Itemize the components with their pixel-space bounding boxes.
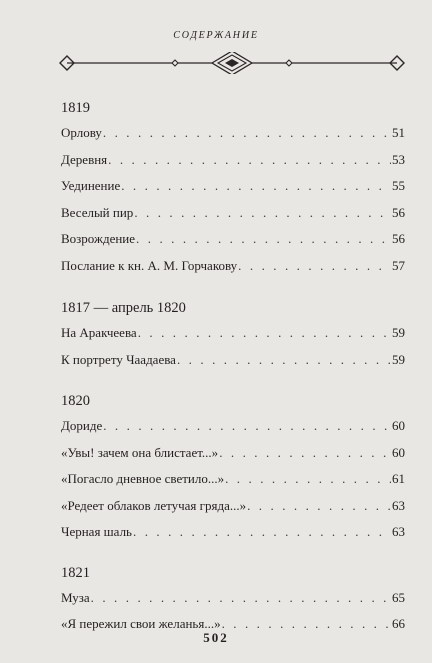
toc-section	[61, 561, 405, 638]
running-head: СОДЕРЖАНИЕ	[173, 30, 259, 41]
toc-entry	[61, 519, 405, 546]
section-year-heading: 1817 — апрель 1820	[61, 300, 186, 316]
toc-entry	[61, 147, 405, 174]
entry-title: Веселый пир	[61, 204, 134, 220]
dot-leader	[138, 320, 391, 347]
entry-page-number: 66	[392, 616, 405, 631]
toc-entry	[61, 413, 405, 440]
toc-entry	[61, 440, 405, 467]
section-year-heading: 1820	[61, 393, 90, 409]
dot-leader	[238, 253, 391, 280]
entry-page-number: 51	[392, 125, 405, 140]
dot-leader	[136, 226, 391, 253]
dot-leader	[225, 466, 391, 493]
entry-title: Уединение	[61, 178, 121, 193]
entry-title: Муза	[61, 589, 90, 605]
toc-entry	[61, 347, 405, 374]
toc-entry	[61, 200, 405, 227]
toc-entry	[61, 226, 405, 253]
table-of-contents	[61, 96, 405, 638]
entry-title: «Увы! зачем она блистает...»	[61, 444, 219, 460]
dot-leader	[134, 200, 391, 227]
entry-page-number: 56	[392, 204, 405, 220]
ornament-divider	[54, 52, 410, 74]
toc-entry	[61, 253, 405, 280]
toc-section	[61, 389, 405, 546]
dot-leader	[121, 173, 391, 200]
dot-leader	[247, 493, 391, 520]
dot-leader	[91, 585, 391, 612]
entry-title: «Погасло дневное светило...»	[61, 471, 225, 486]
entry-title: Дориде	[61, 418, 103, 433]
entry-page-number: 65	[392, 589, 405, 605]
entry-title: Послание к кн. А. М. Горчакову	[61, 257, 238, 273]
toc-entry	[61, 585, 405, 612]
entry-page-number: 57	[392, 257, 405, 273]
entry-page-number: 53	[392, 151, 405, 167]
toc-entry	[61, 173, 405, 200]
entry-title: Орлову	[61, 125, 102, 140]
dot-leader	[133, 519, 391, 546]
section-year-heading: 1819	[61, 100, 90, 116]
entry-title: «Я пережил свои желанья...»	[61, 616, 221, 631]
entry-title: К портрету Чаадаева	[61, 351, 176, 367]
toc-section	[61, 96, 405, 279]
entry-title: «Редеет облаков летучая гряда...»	[61, 497, 247, 513]
entry-page-number: 56	[392, 231, 405, 246]
toc-entry	[61, 120, 405, 147]
page-number: 502	[203, 630, 229, 645]
toc-entry	[61, 493, 405, 520]
entry-page-number: 63	[392, 497, 405, 513]
toc-entry	[61, 320, 405, 347]
dot-leader	[219, 440, 391, 467]
section-year-heading: 1821	[61, 564, 90, 581]
dot-leader	[108, 147, 391, 174]
dot-leader	[177, 347, 391, 374]
entry-page-number: 60	[392, 444, 405, 460]
dot-leader	[103, 120, 391, 147]
entry-page-number: 63	[392, 524, 405, 539]
dot-leader	[103, 413, 391, 440]
entry-title: На Аракчеева	[61, 325, 137, 340]
entry-title: Деревня	[61, 151, 108, 167]
toc-section	[61, 296, 405, 373]
entry-title: Черная шаль	[61, 524, 132, 539]
toc-entry	[61, 466, 405, 493]
entry-page-number: 60	[392, 418, 405, 433]
entry-page-number: 61	[392, 471, 405, 486]
entry-page-number: 59	[392, 325, 405, 340]
entry-page-number: 59	[392, 351, 405, 367]
entry-title: Возрождение	[61, 231, 136, 246]
entry-page-number: 55	[392, 178, 405, 193]
